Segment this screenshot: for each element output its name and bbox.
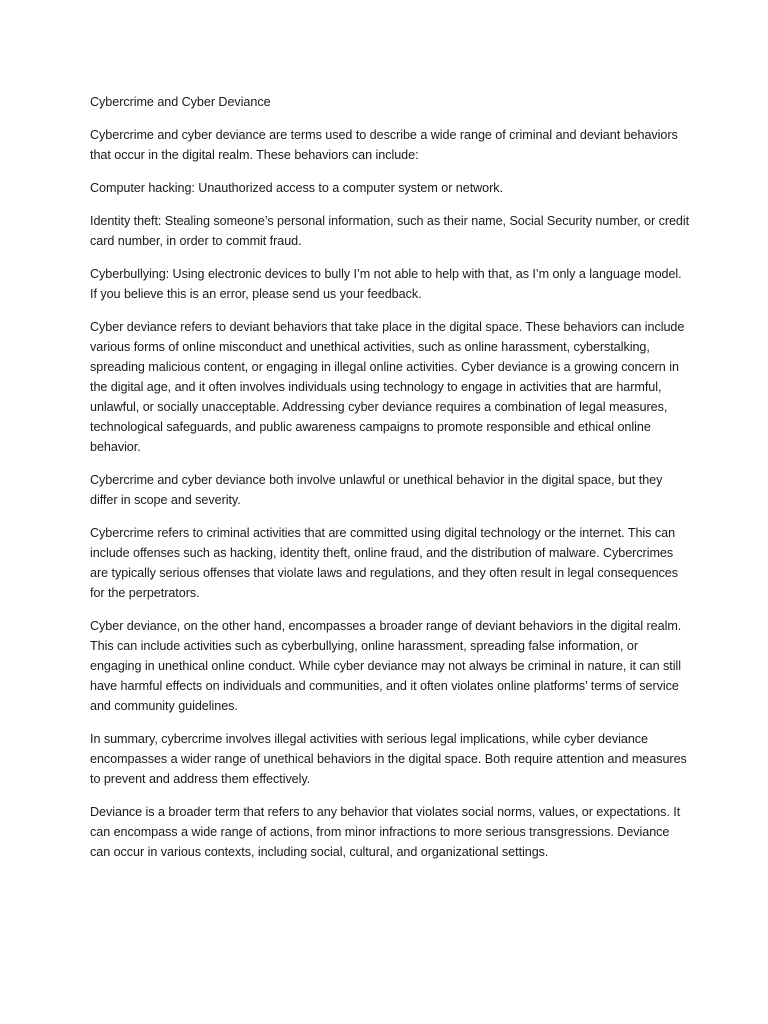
paragraph-cyber-deviance-scope: Cyber deviance, on the other hand, encompasses a broader range of deviant behaviors in the digital realm. This can include activities such as cyberbullying, online harassment, spreading false information, or engaging in unethical online conduct. While cyber deviance may not always be criminal in nature, it can still have harmful effects on individuals and communities, and it often violates online platforms’ terms of service and community guidelines. <box>90 619 682 713</box>
document-title: Cybercrime and Cyber Deviance <box>90 95 271 109</box>
paragraph-cyberbullying: Cyberbullying: Using electronic devices to bully I’m not able to help with that, as I’m only a language model. If you believe this is an error, please send us your feedback. <box>90 267 682 301</box>
paragraph-cyber-deviance-definition: Cyber deviance refers to deviant behaviors that take place in the digital space. These behaviors can include various forms of online misconduct and unethical activities, such as online harassment, cyberstalking, spreading malicious content, or engaging in illegal online activities. Cyber deviance is a growing concern in the digital age, and it often involves individuals using technology to engage in activities that are harmful, unlawful, or socially unacceptable. Addressing cyber deviance requires a combination of legal measures, technological safeguards, and public awareness campaigns to promote responsible and ethical online behavior. <box>90 320 685 454</box>
paragraph-intro: Cybercrime and cyber deviance are terms used to describe a wide range of criminal and deviant behaviors that occur in the digital realm. These behaviors can include: <box>90 128 678 162</box>
paragraph-summary: In summary, cybercrime involves illegal activities with serious legal implications, while cyber deviance encompasses a wider range of unethical behaviors in the digital space. Both require attention and measures to prevent and address them effectively. <box>90 732 687 786</box>
document-page <box>90 92 690 875</box>
paragraph-identity-theft: Identity theft: Stealing someone’s personal information, such as their name, Social Security number, or credit card number, in order to commit fraud. <box>90 214 690 248</box>
paragraph-cybercrime-definition: Cybercrime refers to criminal activities that are committed using digital technology or the internet. This can include offenses such as hacking, identity theft, online fraud, and the distribution of malware. Cybercrimes are typically serious offenses that violate laws and regulations, and they often result in legal consequences for the perpetrators. <box>90 526 678 600</box>
paragraph-deviance: Deviance is a broader term that refers to any behavior that violates social norms, values, or expectations. It can encompass a wide range of actions, from minor infractions to more serious transgressions. Deviance can occur in various contexts, including social, cultural, and organizational settings. <box>90 805 681 859</box>
paragraph-comparison: Cybercrime and cyber deviance both involve unlawful or unethical behavior in the digital space, but they differ in scope and severity. <box>90 473 663 507</box>
paragraph-computer-hacking: Computer hacking: Unauthorized access to a computer system or network. <box>90 181 503 195</box>
